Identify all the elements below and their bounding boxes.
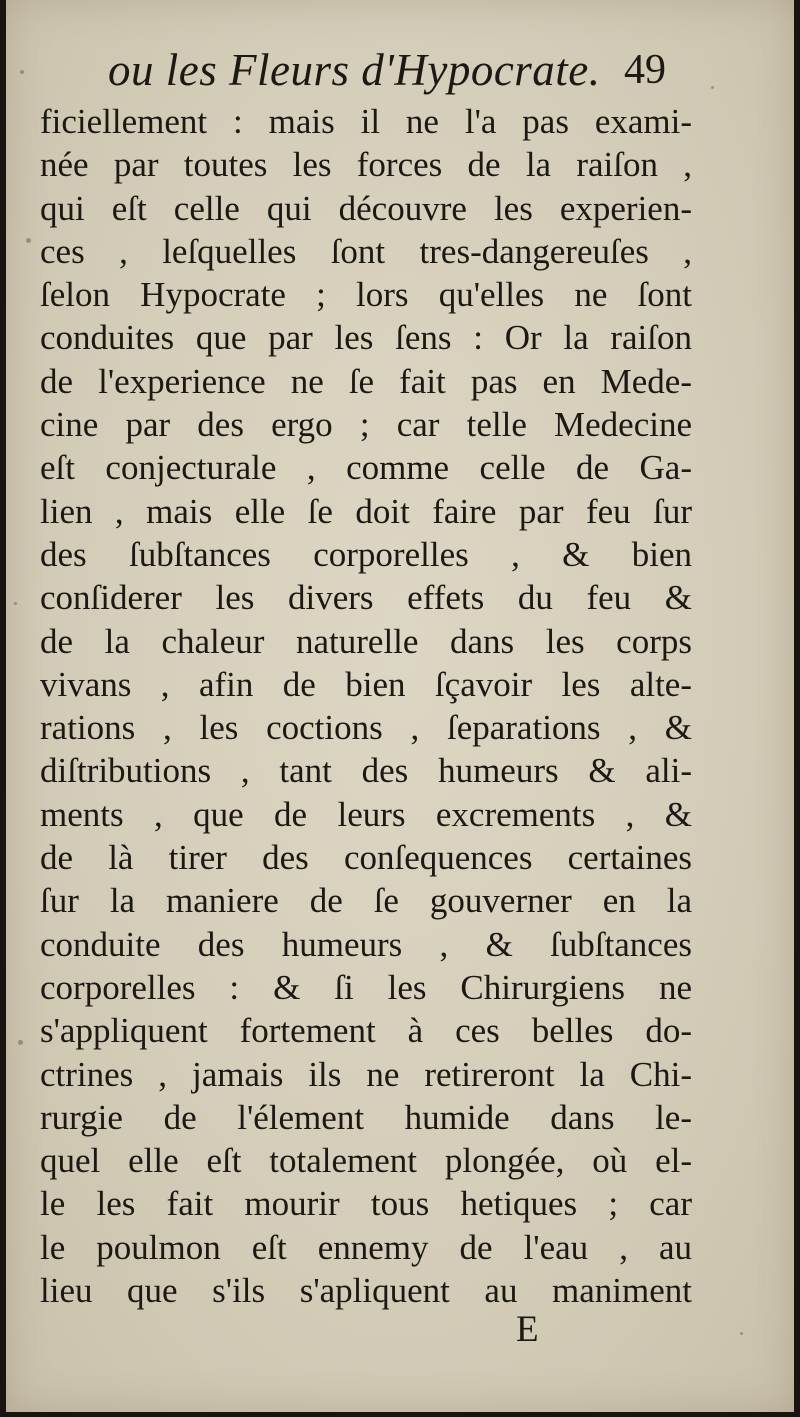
text-line: de là tirer des conſequences certaines [40,838,692,878]
running-head [96,44,696,104]
ink-speck [20,70,24,74]
text-line: eſt conjecturale , comme celle de Ga- [40,448,692,488]
text-line: de la chaleur naturelle dans les corps [40,621,692,661]
body-text [40,100,692,1312]
book-page [6,0,794,1412]
ink-speck [14,602,17,605]
text-line: rurgie de l'élement humide dans le- [40,1097,692,1137]
text-line: de l'experience ne ſe fait pas en Mede- [40,361,692,401]
text-line: lien , mais elle ſe doit faire par feu ſur [40,491,692,531]
text-line: ficiellement : mais il ne l'a pas exami- [40,102,692,141]
ink-speck [711,86,714,89]
running-title: ou les Fleurs d'Hypocrate. [108,45,601,95]
page-number: 49 [624,47,666,93]
text-line: corporelles : & ſi les Chirurgiens ne [40,967,692,1007]
text-line: quel elle eſt totalement plongée, où el- [40,1141,692,1181]
ink-speck [740,1332,743,1335]
ink-speck [18,1040,23,1045]
text-line: lieu que s'ils s'apliquent au maniment [40,1271,692,1311]
text-line: qui eſt celle qui découvre les experien- [40,188,692,228]
text-line: ſelon Hypocrate ; lors qu'elles ne ſont [40,275,692,315]
text-line: rations , les coctions , ſeparations , & [40,708,692,748]
text-line: ments , que de leurs excrements , & [40,794,692,834]
text-line: conduite des humeurs , & ſubſtances [40,924,692,964]
text-line: ces , leſquelles ſont tres-dangereuſes , [40,231,692,271]
text-line: diſtributions , tant des humeurs & ali- [40,751,692,791]
text-line: s'appliquent fortement à ces belles do- [40,1011,692,1051]
ink-speck [26,238,31,243]
text-line: cine par des ergo ; car telle Medecine [40,405,692,445]
text-line: ſur la maniere de ſe gouverner en la [40,881,692,921]
text-line: ctrines , jamais ils ne retireront la Chi- [40,1054,692,1094]
text-line: conduites que par les ſens : Or la raiſon [40,318,692,358]
text-line: vivans , afin de bien ſçavoir les alte- [40,664,692,704]
signature-mark: E [516,1309,539,1350]
text-line: conſiderer les divers effets du feu & [40,578,692,618]
text-line: née par toutes les forces de la raiſon , [40,145,692,185]
text-line: le les fait mourir tous hetiques ; car [40,1184,692,1224]
text-line: le poulmon eſt ennemy de l'eau , au [40,1227,692,1267]
text-line: des ſubſtances corporelles , & bien [40,534,692,574]
